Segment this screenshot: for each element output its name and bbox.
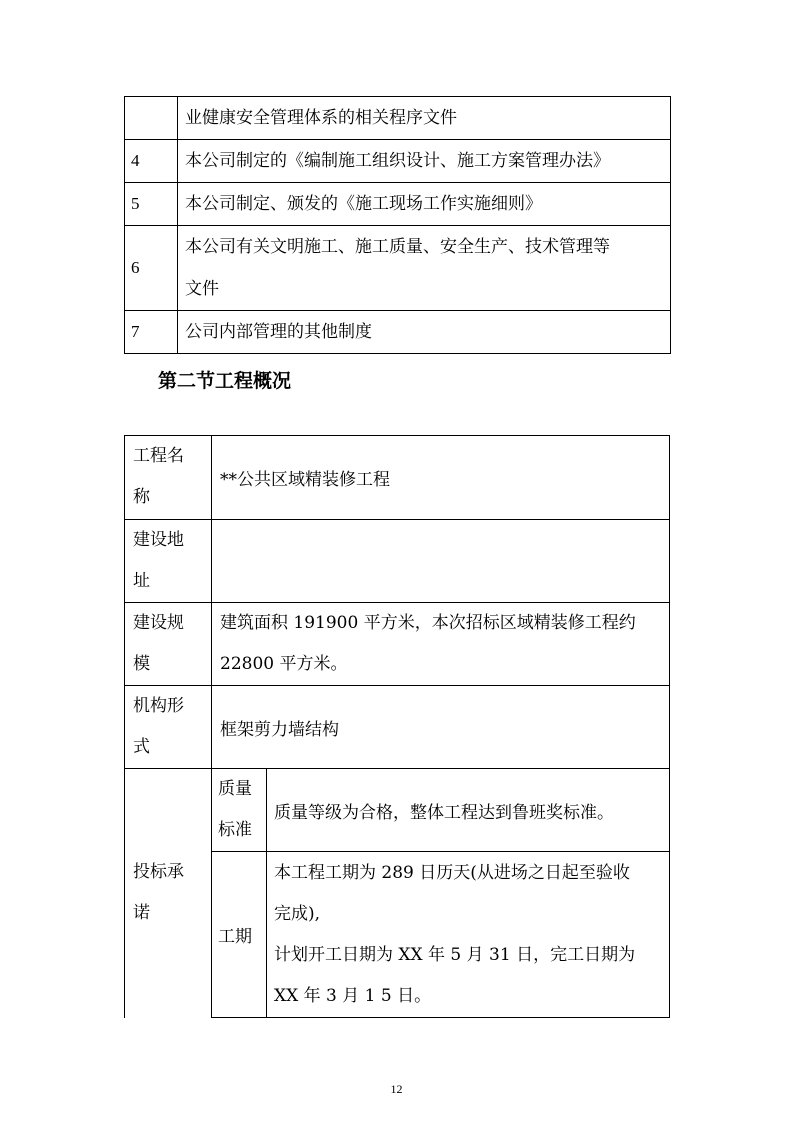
table-row xyxy=(125,436,670,520)
project-name-label: 工程名 称 xyxy=(125,436,212,520)
table-row xyxy=(125,97,671,140)
row-number: 6 xyxy=(125,226,178,311)
page-number: 12 xyxy=(390,1082,403,1096)
structure-label: 机构形 式 xyxy=(125,686,212,769)
table-row xyxy=(125,769,670,852)
quality-value: 质量等级为合格，整体工程达到鲁班奖标准。 xyxy=(267,769,670,852)
row-text: 本公司制定的《编制施工组织设计、施工方案管理办法》 xyxy=(178,140,671,183)
row-text: 公司内部管理的其他制度 xyxy=(178,311,671,354)
structure-value: 框架剪力墙结构 xyxy=(212,686,670,769)
row-number: 4 xyxy=(125,140,178,183)
row-number xyxy=(125,97,178,140)
project-overview-table xyxy=(124,435,670,1018)
section-heading: 第二节工程概况 xyxy=(158,370,292,392)
quality-label: 质量 标准 xyxy=(212,769,267,852)
address-value xyxy=(212,520,670,603)
row-number: 5 xyxy=(125,183,178,226)
table-row xyxy=(125,183,671,226)
address-label: 建设地 址 xyxy=(125,520,212,603)
table-row xyxy=(125,226,671,311)
row-text: 业健康安全管理体系的相关程序文件 xyxy=(178,97,671,140)
row-text: 本公司有关文明施工、施工质量、安全生产、技术管理等 文件 xyxy=(178,226,671,311)
reference-documents-table xyxy=(124,96,671,354)
bid-commitment-label: 投标承 诺 xyxy=(125,769,212,1018)
table-row xyxy=(125,311,671,354)
table-row xyxy=(125,686,670,769)
table-row xyxy=(125,603,670,686)
row-text: 本公司制定、颁发的《施工现场工作实施细则》 xyxy=(178,183,671,226)
period-label: 工期 xyxy=(212,852,267,1018)
project-name-value: **公共区域精装修工程 xyxy=(212,436,670,520)
row-number: 7 xyxy=(125,311,178,354)
scale-label: 建设规 模 xyxy=(125,603,212,686)
scale-value: 建筑面积 191900 平方米，本次招标区域精装修工程约 22800 平方米。 xyxy=(212,603,670,686)
table-row xyxy=(125,520,670,603)
table-row xyxy=(125,140,671,183)
period-value: 本工程工期为 289 日历天(从进场之日起至验收 完成), 计划开工日期为 XX 年 5 月 31 日，完工日期为 XX 年 3 月 1 5 日。 xyxy=(267,852,670,1018)
